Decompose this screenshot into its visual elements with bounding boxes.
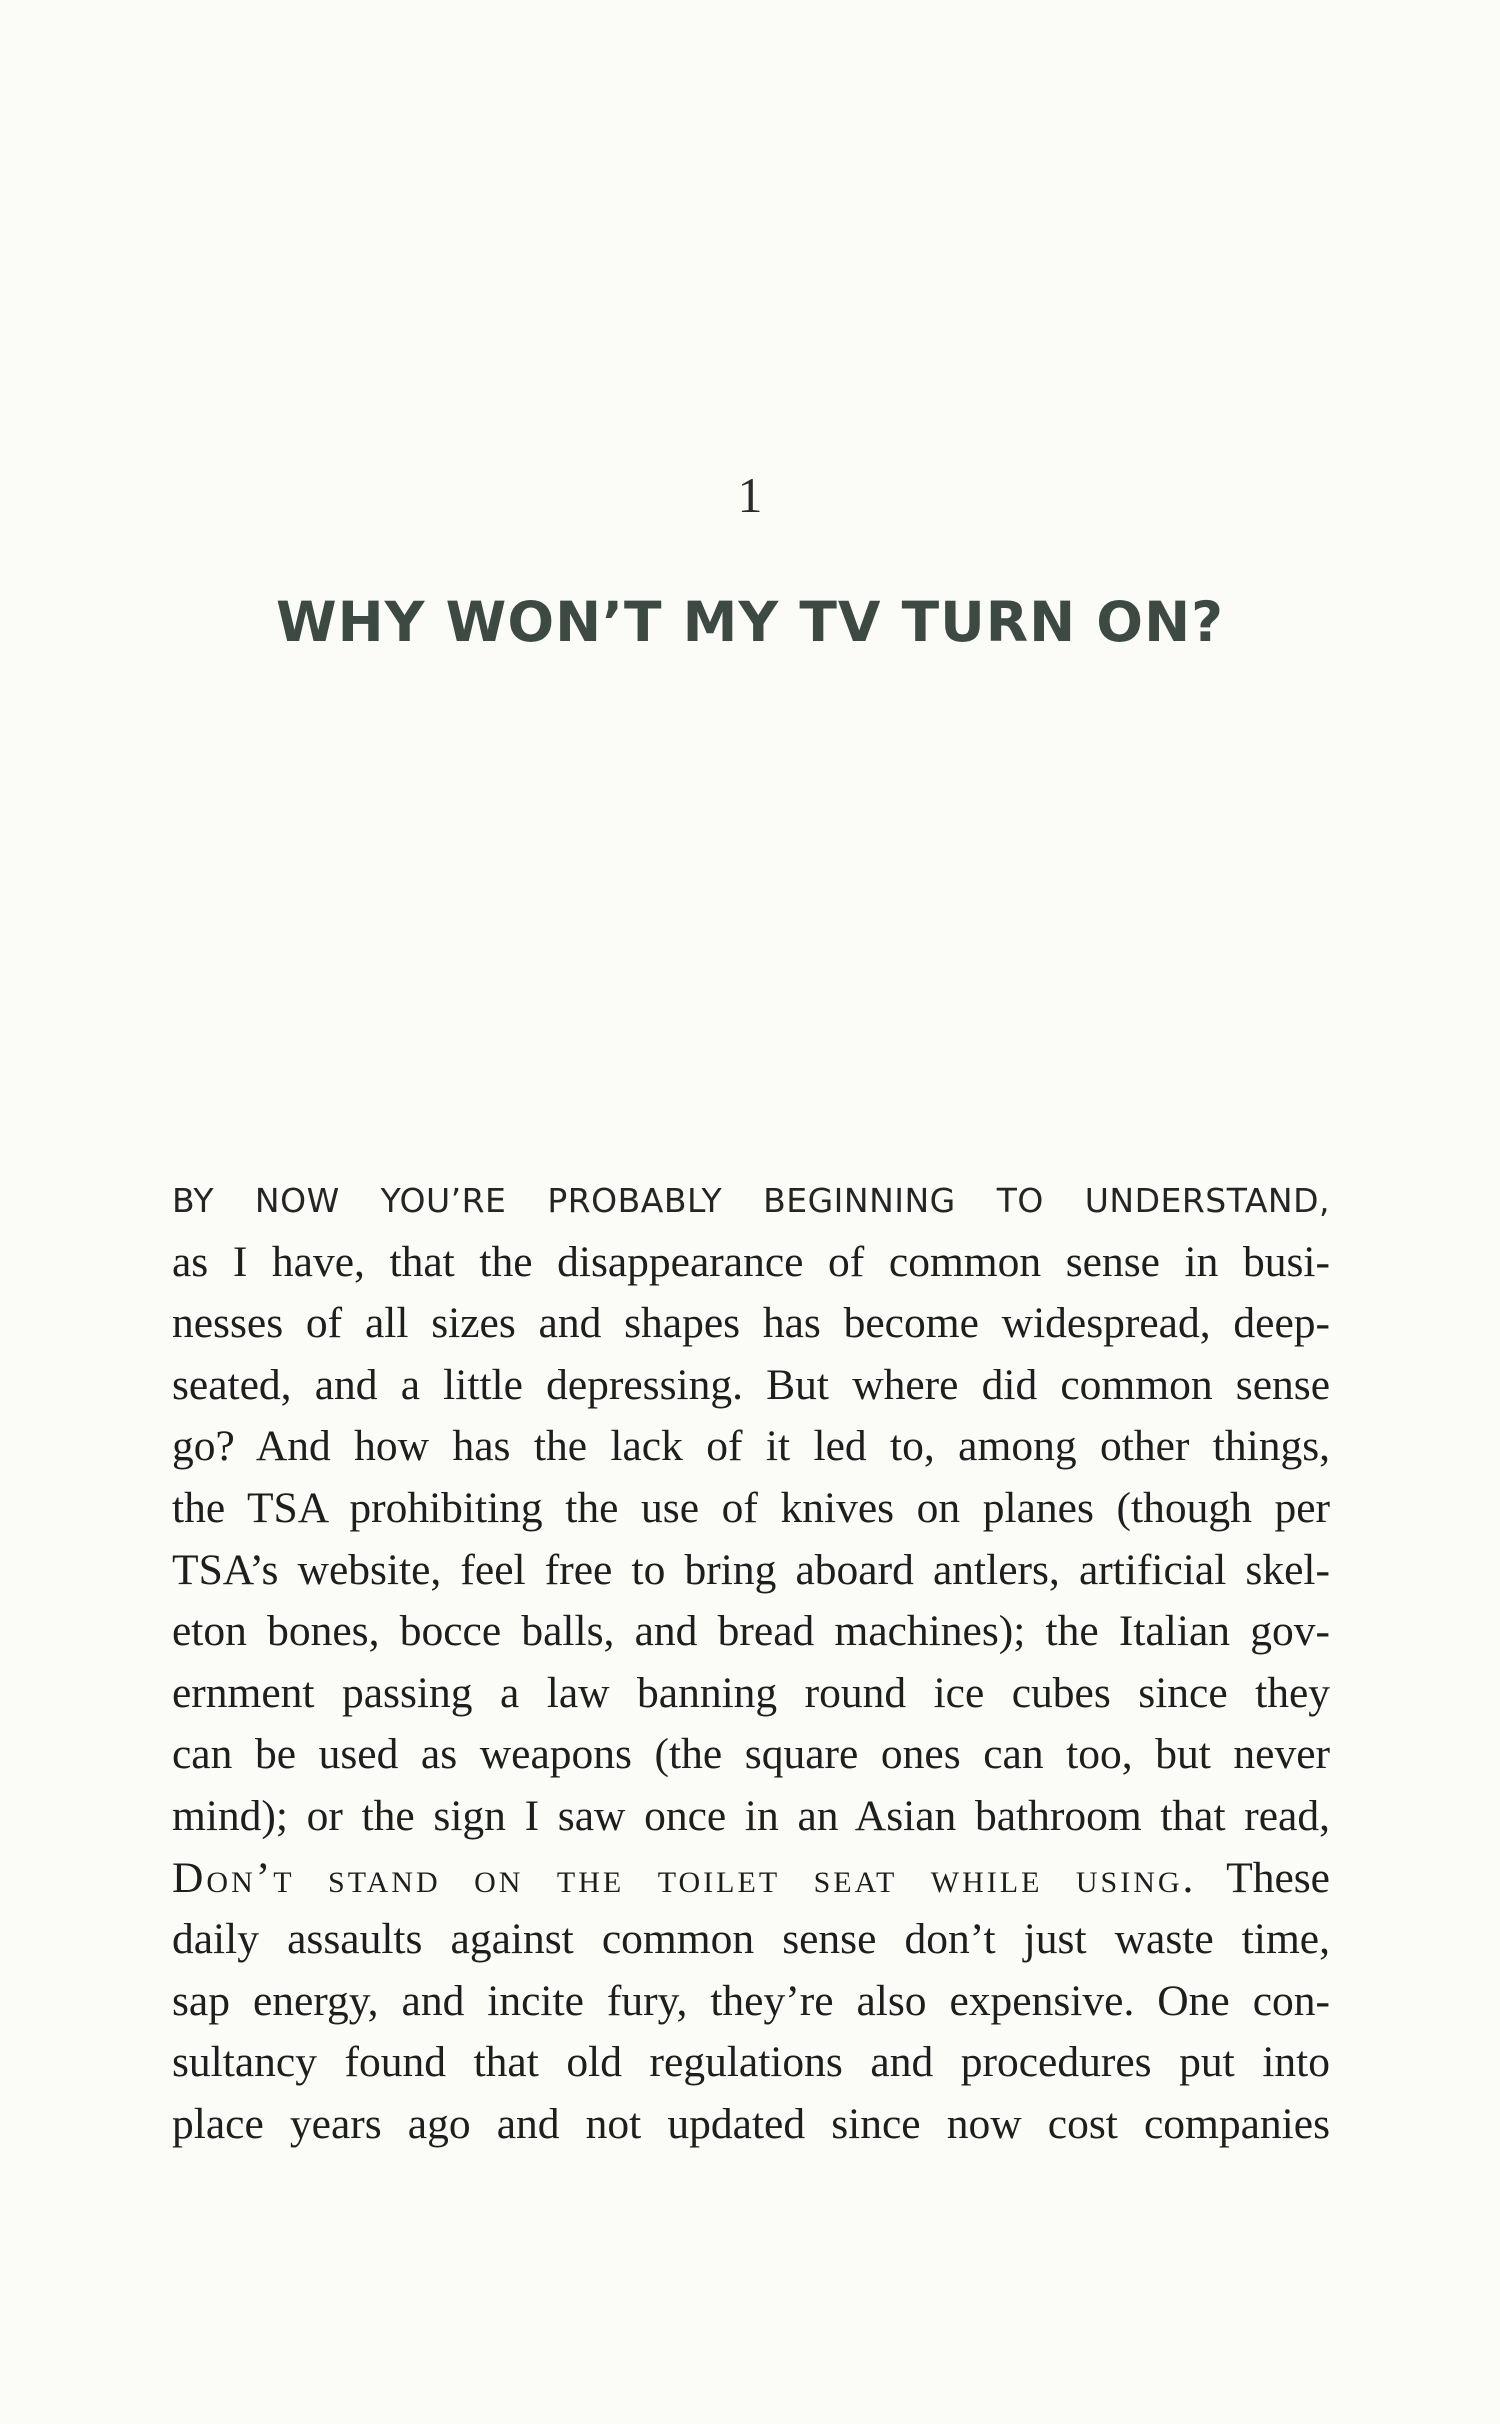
sign-line [172,1848,1330,1910]
text-line: ernment passing a law banning round ice cubes since they [172,1668,1330,1717]
text-line: can be used as weapons (the square ones can too, but never [172,1730,1330,1779]
text-line: mind); or the sign I saw once in an Asian bathroom that read, [172,1791,1330,1840]
text-line: nesses of all sizes and shapes has become widespread, deep- [172,1299,1330,1348]
text-line: place years ago and not updated since now cost companies [172,2099,1330,2148]
body-text [172,1170,1330,2156]
text-line: seated, and a little depressing. But where did common sense [172,1360,1330,1409]
text-line: eton bones, bocce balls, and bread machines); the Italian gov- [172,1607,1330,1656]
chapter-title: WHY WON’T MY TV TURN ON? [275,590,1225,654]
sign-after-text: These [1196,1853,1330,1902]
chapter-number: 1 [737,467,763,523]
text-line: TSA’s website, feel free to bring aboard antlers, artificial skel- [172,1545,1330,1594]
text-line: sultancy found that old regulations and procedures put into [172,2038,1330,2087]
sign-text: Don’t stand on the toilet seat while using. [172,1853,1197,1902]
text-line: go? And how has the lack of it led to, among other things, [172,1422,1330,1471]
lead-in-line: BY NOW YOU’RE PROBABLY BEGINNING TO UNDERSTAND, [172,1181,1330,1220]
text-line: as I have, that the disappearance of common sense in busi- [172,1237,1330,1286]
text-line: sap energy, and incite fury, they’re also expensive. One con- [172,1976,1330,2025]
text-line: daily assaults against common sense don’t just waste time, [172,1915,1330,1964]
text-line: the TSA prohibiting the use of knives on planes (though per [172,1483,1330,1532]
